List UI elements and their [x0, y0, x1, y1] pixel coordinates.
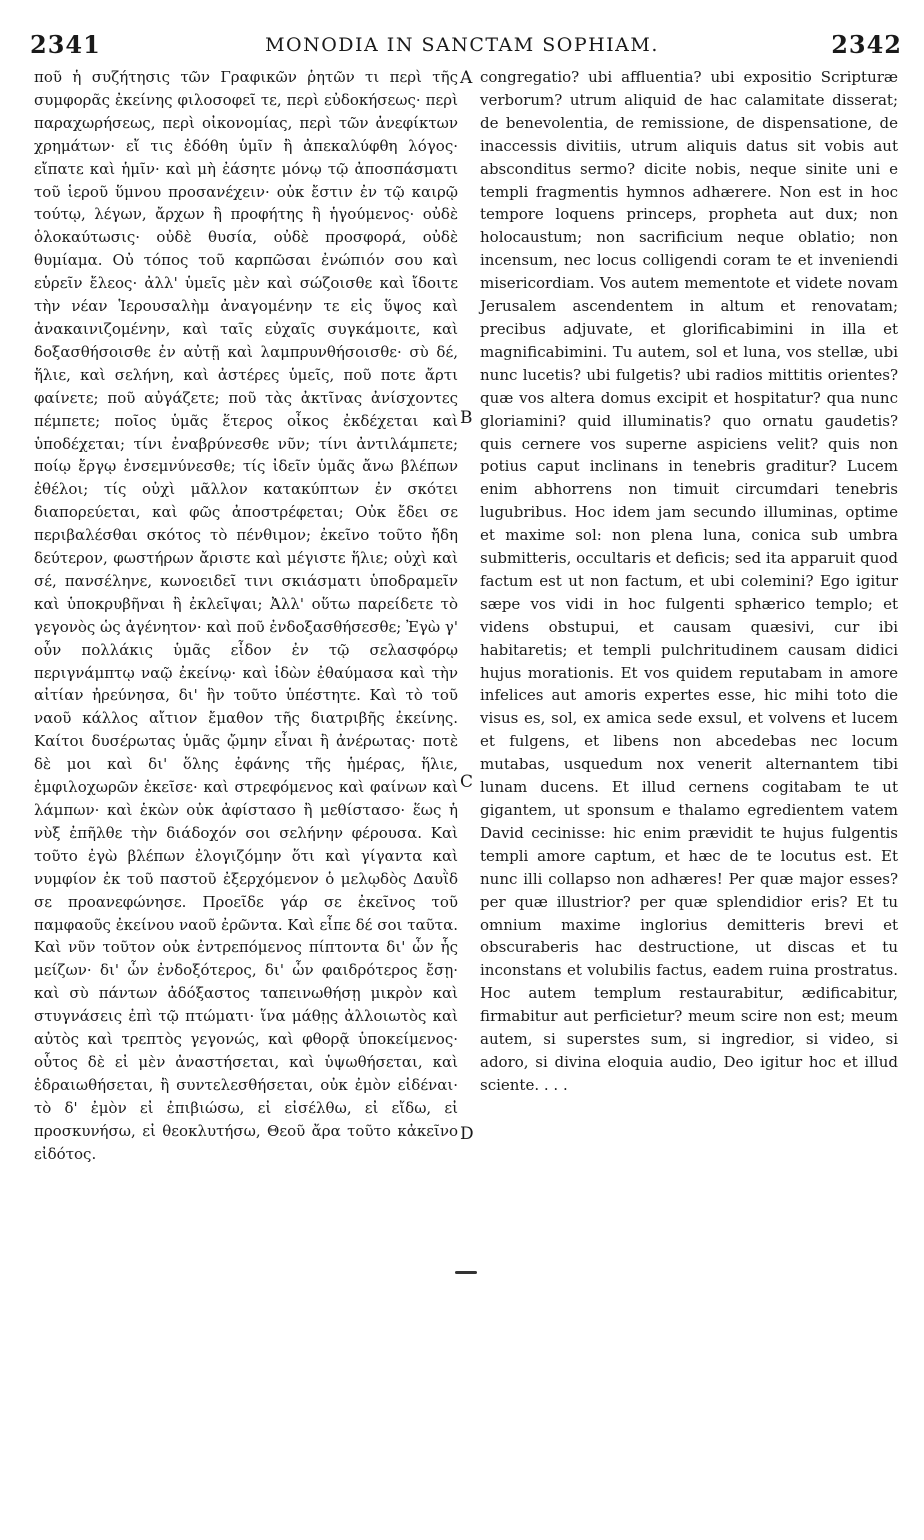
page-header	[0, 30, 924, 64]
greek-column	[34, 66, 458, 1166]
column-number-left: 2341	[30, 30, 101, 59]
section-marker-d: D	[460, 1124, 474, 1144]
section-marker-a: A	[460, 68, 473, 88]
section-marker-b: B	[460, 408, 473, 428]
section-marker-c: C	[460, 772, 474, 792]
column-number-right: 2342	[831, 30, 902, 59]
greek-text: ποῦ ἡ συζήτησις τῶν Γραφικῶν ῥητῶν τι περὶ τῆς συμφορᾶς ἐκείνης φιλοσοφεῖ τε, περὶ εὐδοκήσεως· περὶ παραχωρήσεως, περὶ οἰκονομίας, περὶ τῶν ἀνεφίκτων χρημάτων· εἴ τις ἐδόθη ὑμῖν ἢ ἀπεκαλύφθη λόγος· εἴπατε καὶ ἡμῖν· καὶ μὴ ἐάσητε μόνῳ τῷ ἀποσπάσματι τοῦ ἱεροῦ ὕμνου προσανέχειν· οὐκ ἔστιν ἐν τῷ καιρῷ τούτῳ, λέγων, ἄρχων ἢ προφήτης ἢ ἡγούμενος· οὐδὲ ὁλοκαύτωσις· οὐδὲ θυσία, οὐδὲ προσφορά, οὐδὲ θυμίαμα. Οὐ τόπος τοῦ καρπῶσαι ἐνώπιόν σου καὶ εὑρεῖν ἔλεος· ἀλλ' ὑμεῖς μὲν καὶ σώζοισθε καὶ ἴδοιτε τὴν νέαν Ἱερουσαλὴμ ἀναγομένην τε εἰς ὕψος καὶ ἀνακαινιζομένην, καὶ ταῖς εὐχαῖς συγκάμοιτε, καὶ δοξασθήσοισθε ἐν αὐτῇ καὶ λαμπρυνθήσοισθε· σὺ δέ, ἥλιε, καὶ σελήνη, καὶ ἀστέρες ὑμεῖς, ποῦ ποτε ἄρτι φαίνετε; ποῦ αὐγάζετε; ποῦ τὰς ἀκτῖνας ἀνίσχοντες πέμπετε; ποῖος ὑμᾶς ἕτερος οἶκος ἐκδέχεται καὶ ὑποδέχεται; τίνι ἐναβρύνεσθε νῦν; τίνι ἀντιλάμπετε; ποίῳ ἔργῳ ἐνσεμνύνεσθε; τίς ἰδεῖν ὑμᾶς ἄνω βλέπων ἐθέλοι; τίς οὐχὶ μᾶλλον κατακύπτων ἐν σκότει διαπορεύεται, καὶ φῶς ἀποστρέφεται; Οὐκ ἔδει σε περιβαλέσθαι σκότος τὸ πένθιμον; ἐκεῖνο τοῦτο ἤδη δεύτερον, φωστήρων ἄριστε καὶ μέγιστε ἥλιε; οὐχὶ καὶ σέ, πανσέληνε, κωνοειδεῖ τινι σκιάσματι ὑποδραμεῖν καὶ ὑποκρυβῆναι ἢ ἐκλεῖψαι; Ἀλλ' οὕτω παρείδετε τὸ γεγονὸς ὡς ἀγένητον· καὶ ποῦ ἐνδοξασθήσεσθε; Ἐγὼ γ' οὖν πολλάκις ὑμᾶς εἶδον ἐν τῷ σελασφόρῳ περιγνάμπτῳ ναῷ ἐκείνῳ· καὶ ἰδὼν ἐθαύμασα καὶ τὴν αἰτίαν ἠρεύνησα, δι' ἣν τοῦτο ὑπέστητε. Καὶ τὸ τοῦ ναοῦ κάλλος αἴτιον ἔμαθον τῆς διατριβῆς ἐκείνης. Καίτοι δυσέρωτας ὑμᾶς ᾤμην εἶναι ἢ ἀνέρωτας· ποτὲ δὲ μοι καὶ δι' ὅλης ἐφάνης τῆς ἡμέρας, ἥλιε, ἐμφιλοχωρῶν ἐκεῖσε· καὶ στρεφόμενος καὶ φαίνων καὶ λάμπων· καὶ ἑκὼν οὐκ ἀφίστασο ἢ μεθίστασο· ἕως ἡ νὺξ ἐπῆλθε τὴν διάδοχόν σοι σελήνην φέρουσα. Καὶ τοῦτο ἐγὼ βλέπων ἐλογιζόμην ὅτι καὶ γίγαντα καὶ νυμφίον ἐκ τοῦ παστοῦ ἐξερχόμενον ὁ μελῳδὸς Δαυῒδ σε προανεφώνησε. Προεῖδε γάρ σε ἐκεῖνος τοῦ παμφαοῦς ἐκείνου ναοῦ ἐρῶντα. Καὶ εἶπε δέ σοι ταῦτα. Καὶ νῦν τοῦτον οὐκ ἐντρεπόμενος πίπτοντα δι' ὧν ἧς μείζων· δι' ὧν ἐνδοξότερος, δι' ὧν φαιδρότερος ἔσῃ· καὶ σὺ πάντων ἀδόξαστος ταπεινωθήσῃ μικρὸν καὶ στυγνάσεις ἐπὶ τῷ πτώματι· ἵνα μάθῃς ἀλλοιωτὸς καὶ αὐτὸς καὶ τρεπτὸς γεγονώς, καὶ φθορᾷ ὑποκείμενος· οὗτος δὲ εἰ μὲν ἀναστήσεται, καὶ ὑψωθήσεται, καὶ ἑδραιωθήσεται, ἢ συντελεσθήσεται, οὐκ ἐμὸν εἰδέναι· τὸ δ' ἐμὸν εἰ ἐπιβιώσω, εἰ εἰσέλθω, εἰ εἴδω, εἰ προσκυνήσω, εἰ θεοκλυτήσω, Θεοῦ ἄρα τοῦτο κἀκεῖνο εἰδότος.	[34, 68, 458, 1163]
latin-column	[480, 66, 898, 1097]
latin-text: congregatio? ubi affluentia? ubi expositio Scripturæ verborum? utrum aliquid de hac calamitate disserat; de benevolentia, de remissione, de dispensatione, de inaccessis divitiis, utrum aliquis datus sit vobis aut absconditus sermo? dicite nobis, neque sinite uni e templi fragmentis hymnos adhærere. Non est in hoc tempore loquens princeps, propheta aut dux; non holocaustum; non sacrificium neque oblatio; non incensum, nec locus colligendi coram te et inveniendi misericordiam. Vos autem mementote et videte novam Jerusalem ascendentem in altum et renovatam; precibus adjuvate, et glorificabimini in illa et magnificabimini. Tu autem, sol et luna, vos stellæ, ubi nunc lucetis? ubi fulgetis? ubi radios mittitis orientes? quæ vos altera domus excipit et hospitatur? qua nunc gloriamini? quid illuminatis? quo ornatu gaudetis? quis cernere vos superne aspiciens velit? quis non potius caput inclinans in tenebris graditur? Lucem enim abhorrens non timuit circumdari tenebris lugubribus. Hoc idem jam secundo illuminas, optime et maxime sol: non plena luna, conica sub umbra submitteris, occultaris et deficis; sed ita apparuit quod factum est ut non factum, et ubi colemini? Ego igitur sæpe vos vidi in hoc fulgenti sphærico templo; et videns obstupui, et causam quæsivi, cur ibi habitaretis; et templi pulchritudinem causam didici hujus morationis. Et vos quidem reputabam in amore infelices aut amoris expertes esse, hic mihi toto die visus es, sol, ex amica sede exsul, et volvens et lucem et fulgens, et libens non abcedebas nec locum mutabas, usquedum nox venerit alternantem tibi lunam ducens. Et illud cernens cogitabam te ut gigantem, ut sponsum e thalamo egredientem vatem David cecinisse: hic enim prævidit te hujus fulgentis templi amore captum, et hæc de te locutus est. Et nunc illi collapso non adhæres! Per quæ major esses? per quæ illustrior? per quæ splendidior eris? Et tu omnium maxime inglorius demitteris brevi et obscuraberis hac destructione, ut discas et tu inconstans et volubilis factus, eadem ruina prostratus. Hoc autem templum restaurabitur, ædificabitur, firmabitur aut perficietur? meum scire non est; meum autem, si superstes sum, si ingredior, si video, si adoro, si divina eloquia audio, Deo igitur hoc et illud sciente. . . .	[480, 68, 898, 1094]
running-title: MONODIA IN SANCTAM SOPHIAM.	[265, 34, 659, 56]
end-ornament	[455, 1271, 477, 1274]
